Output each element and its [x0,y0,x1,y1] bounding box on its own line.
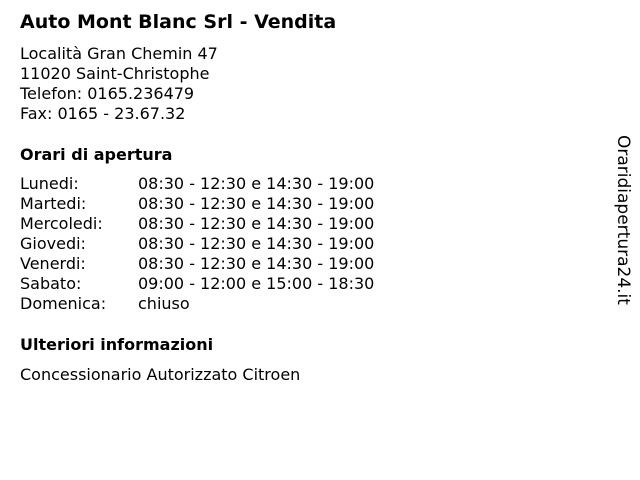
time-range: 08:30 - 12:30 e 14:30 - 19:00 [138,214,375,233]
more-info-heading: Ulteriori informazioni [20,335,214,354]
page-title: Auto Mont Blanc Srl - Vendita [20,11,337,33]
fax-number: Fax: 0165 - 23.67.32 [20,104,186,123]
time-range: 08:30 - 12:30 e 14:30 - 19:00 [138,174,375,193]
hours-row-wednesday [20,214,374,234]
day-label: Martedi: [20,194,87,213]
time-range: 08:30 - 12:30 e 14:30 - 19:00 [138,254,375,273]
hours-row-tuesday [20,194,374,214]
hours-row-thursday [20,234,374,254]
time-range: 08:30 - 12:30 e 14:30 - 19:00 [138,234,375,253]
hours-row-sunday [20,294,374,314]
time-range: chiuso [138,294,190,313]
day-label: Mercoledi: [20,214,103,233]
day-label: Sabato: [20,274,82,293]
site-watermark: Oraridiapertura24.it [613,135,633,305]
address-city: 11020 Saint-Christophe [20,64,210,83]
opening-hours-table [20,174,374,314]
hours-row-monday [20,174,374,194]
hours-row-saturday [20,274,374,294]
address-block [20,44,218,124]
opening-hours-heading: Orari di apertura [20,145,173,164]
address-street: Località Gran Chemin 47 [20,44,218,63]
phone-number: Telefon: 0165.236479 [20,84,195,103]
day-label: Lunedi: [20,174,79,193]
day-label: Domenica: [20,294,107,313]
hours-row-friday [20,254,374,274]
day-label: Giovedi: [20,234,86,253]
day-label: Venerdi: [20,254,86,273]
more-info-text: Concessionario Autorizzato Citroen [20,365,301,384]
time-range: 08:30 - 12:30 e 14:30 - 19:00 [138,194,375,213]
time-range: 09:00 - 12:00 e 15:00 - 18:30 [138,274,375,293]
